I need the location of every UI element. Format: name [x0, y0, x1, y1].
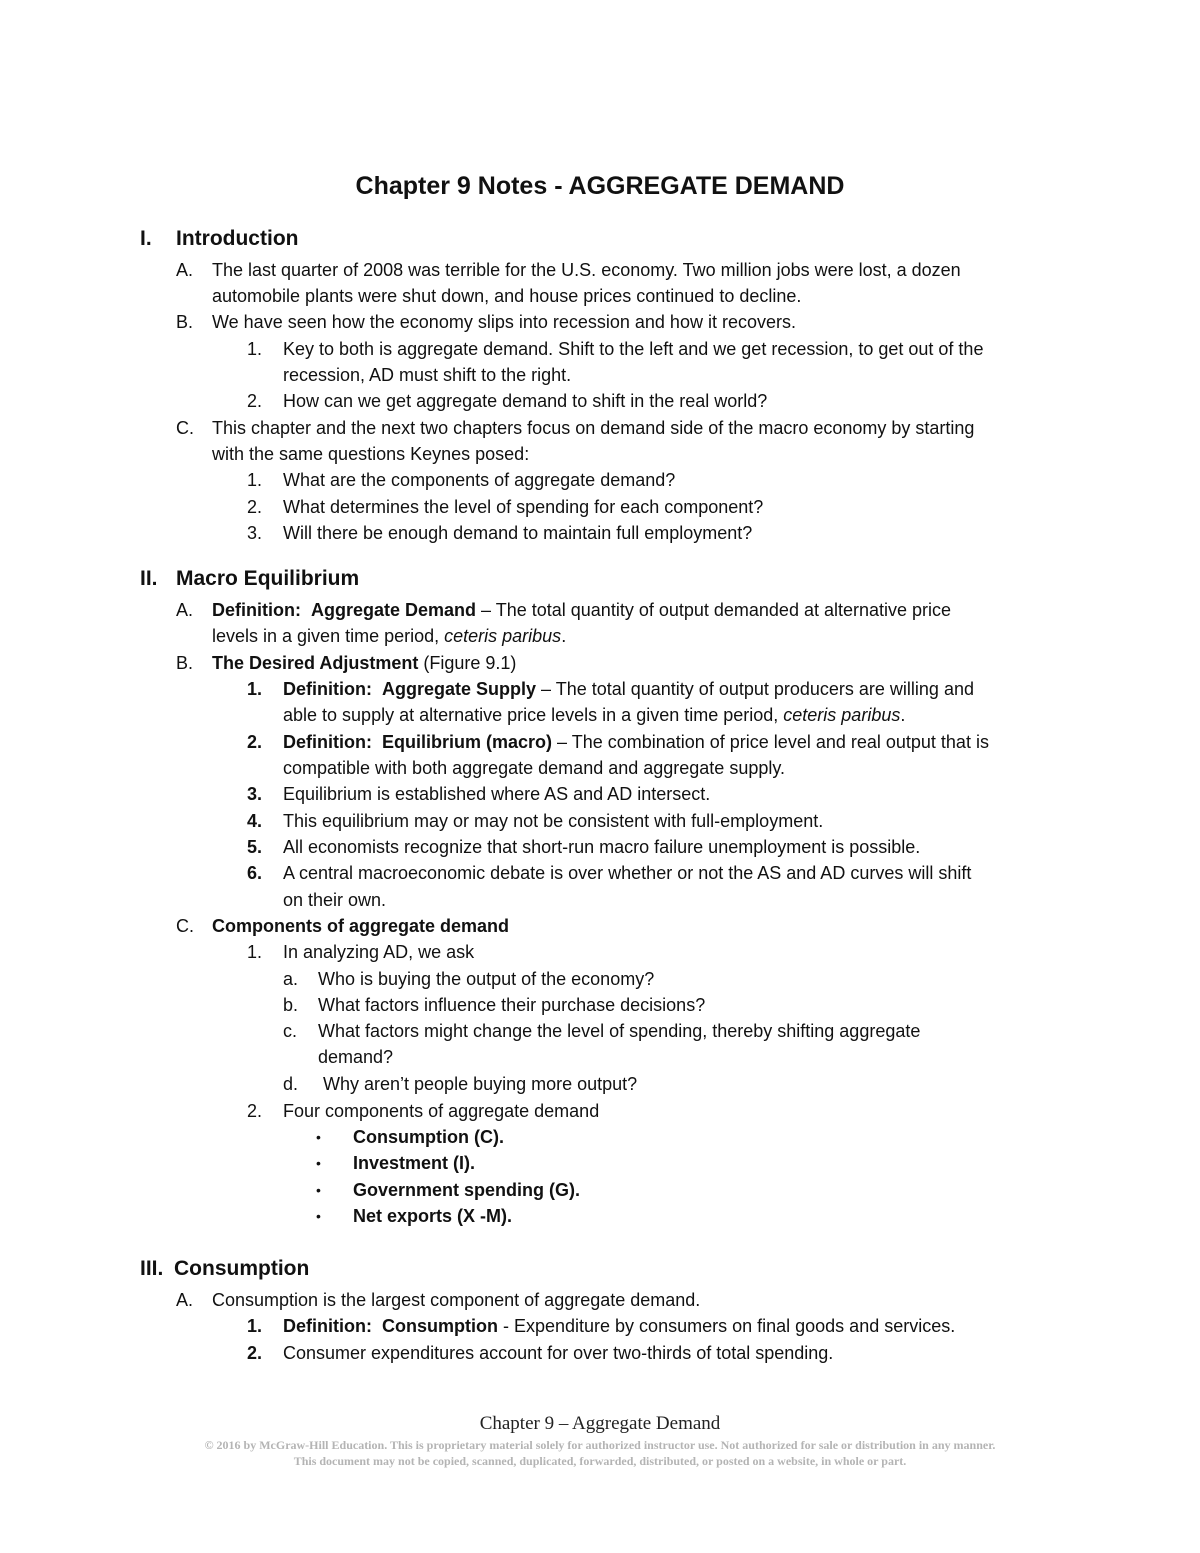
- paragraph-line: recession, AD must shift to the right.: [283, 365, 572, 385]
- bullet-icon: •: [316, 1182, 321, 1198]
- paragraph-line: All economists recognize that short-run macro failure unemployment is possible.: [283, 837, 921, 857]
- paragraph-line: Why aren’t people buying more output?: [318, 1074, 638, 1094]
- definition-term: Aggregate Demand: [311, 600, 477, 620]
- bullet-icon: •: [316, 1155, 321, 1171]
- paragraph-line: Consumer expenditures account for over two-thirds of total spending.: [283, 1343, 834, 1363]
- list-marker: 5.: [247, 837, 263, 857]
- list-marker: b.: [283, 995, 299, 1015]
- section-title: Macro Equilibrium: [176, 567, 360, 590]
- component-item: Investment (I).: [353, 1153, 476, 1173]
- definition-line: [283, 731, 989, 753]
- paragraph-line: levels in a given time period, ceteris paribus.: [212, 626, 567, 646]
- section-number: III.: [140, 1257, 164, 1280]
- definition-term: Consumption: [382, 1316, 498, 1336]
- definition-label: Definition:: [212, 600, 301, 620]
- list-marker: d.: [283, 1074, 299, 1094]
- paragraph-line: Four components of aggregate demand: [283, 1101, 600, 1121]
- subheading: The Desired Adjustment: [212, 653, 419, 673]
- paragraph-line: This chapter and the next two chapters focus on demand side of the macro economy by starting: [212, 418, 975, 438]
- paragraph-line: We have seen how the economy slips into recession and how it recovers.: [212, 312, 796, 332]
- footer-title: Chapter 9 – Aggregate Demand: [479, 1413, 721, 1434]
- paragraph-line: The last quarter of 2008 was terrible for the U.S. economy. Two million jobs were lost, a dozen: [212, 260, 961, 280]
- definition-term: Equilibrium (macro): [382, 732, 553, 752]
- list-marker: B.: [176, 653, 194, 673]
- list-marker: 2.: [247, 1343, 263, 1363]
- definition-text: – The total quantity of output producers are willing and: [536, 679, 974, 699]
- paragraph-line: Who is buying the output of the economy?: [318, 969, 655, 989]
- paragraph-line: A central macroeconomic debate is over whether or not the AS and AD curves will shift: [283, 863, 972, 883]
- list-marker: A.: [176, 1290, 194, 1310]
- component-item: Consumption (C).: [353, 1127, 504, 1147]
- paragraph-line: automobile plants were shut down, and house prices continued to decline.: [212, 286, 802, 306]
- definition-text: – The combination of price level and real output that is: [552, 732, 989, 752]
- paragraph-line: What determines the level of spending for each component?: [283, 497, 764, 517]
- copyright-line: © 2016 by McGraw-Hill Education. This is proprietary material solely for authorized instructor use. Not authorized for sale or distribution in any manner.: [204, 1438, 996, 1452]
- definition-line: [283, 678, 974, 700]
- component-item: Government spending (G).: [353, 1180, 581, 1200]
- list-marker: 6.: [247, 863, 263, 883]
- list-marker: 4.: [247, 811, 263, 831]
- paragraph-line: How can we get aggregate demand to shift in the real world?: [283, 391, 768, 411]
- list-marker: 2.: [247, 391, 263, 411]
- definition-text: – The total quantity of output demanded at alternative price: [476, 600, 952, 620]
- subheading: Components of aggregate demand: [212, 916, 510, 936]
- page-title: Chapter 9 Notes - AGGREGATE DEMAND: [355, 172, 845, 200]
- list-marker: c.: [283, 1021, 298, 1041]
- paragraph-line: Equilibrium is established where AS and AD intersect.: [283, 784, 711, 804]
- list-marker: 2.: [247, 732, 263, 752]
- definition-term: Aggregate Supply: [382, 679, 537, 699]
- paragraph-line: In analyzing AD, we ask: [283, 942, 475, 962]
- paragraph-line: The Desired Adjustment (Figure 9.1): [212, 653, 517, 673]
- definition-label: Definition:: [283, 679, 372, 699]
- paragraph-line: on their own.: [283, 890, 387, 910]
- list-marker: 1.: [247, 339, 263, 359]
- latin-term: ceteris paribus: [783, 705, 901, 725]
- list-marker: 1.: [247, 679, 263, 699]
- paragraph-line: This equilibrium may or may not be consistent with full-employment.: [283, 811, 824, 831]
- definition-text: - Expenditure by consumers on final goods and services.: [497, 1316, 956, 1336]
- copyright-line: This document may not be copied, scanned, duplicated, forwarded, distributed, or posted on a website, in whole or part.: [293, 1454, 907, 1468]
- paragraph-line: What factors influence their purchase decisions?: [318, 995, 706, 1015]
- paragraph-line: able to supply at alternative price levels in a given time period, ceteris paribus.: [283, 705, 906, 725]
- bullet-icon: •: [316, 1208, 321, 1224]
- paragraph-line: Will there be enough demand to maintain full employment?: [283, 523, 753, 543]
- paragraph-line: Key to both is aggregate demand. Shift to the left and we get recession, to get out of the: [283, 339, 984, 359]
- list-marker: B.: [176, 312, 194, 332]
- list-marker: 2.: [247, 1101, 263, 1121]
- list-marker: 3.: [247, 523, 263, 543]
- bullet-icon: •: [316, 1129, 321, 1145]
- paragraph-line: demand?: [318, 1047, 394, 1067]
- paragraph-line: compatible with both aggregate demand and aggregate supply.: [283, 758, 786, 778]
- section-title: Consumption: [174, 1257, 310, 1280]
- section-title: Introduction: [176, 227, 299, 250]
- list-marker: a.: [283, 969, 299, 989]
- list-marker: A.: [176, 260, 194, 280]
- latin-term: ceteris paribus: [444, 626, 562, 646]
- list-marker: 2.: [247, 497, 263, 517]
- paragraph-line: Consumption is the largest component of aggregate demand.: [212, 1290, 701, 1310]
- list-marker: 3.: [247, 784, 263, 804]
- list-marker: C.: [176, 418, 194, 438]
- definition-line: [283, 1315, 955, 1337]
- paragraph-line: with the same questions Keynes posed:: [212, 444, 530, 464]
- list-marker: C.: [176, 916, 194, 936]
- section-number: II.: [140, 567, 158, 590]
- definition-label: Definition:: [283, 732, 372, 752]
- list-marker: 1.: [247, 1316, 263, 1336]
- component-item: Net exports (X -M).: [353, 1206, 513, 1226]
- list-marker: 1.: [247, 470, 263, 490]
- list-marker: A.: [176, 600, 194, 620]
- definition-line: [212, 599, 951, 621]
- list-marker: 1.: [247, 942, 263, 962]
- paragraph-line: What are the components of aggregate demand?: [283, 470, 676, 490]
- section-number: I.: [140, 227, 152, 250]
- definition-label: Definition:: [283, 1316, 372, 1336]
- paragraph-line: What factors might change the level of spending, thereby shifting aggregate: [318, 1021, 921, 1041]
